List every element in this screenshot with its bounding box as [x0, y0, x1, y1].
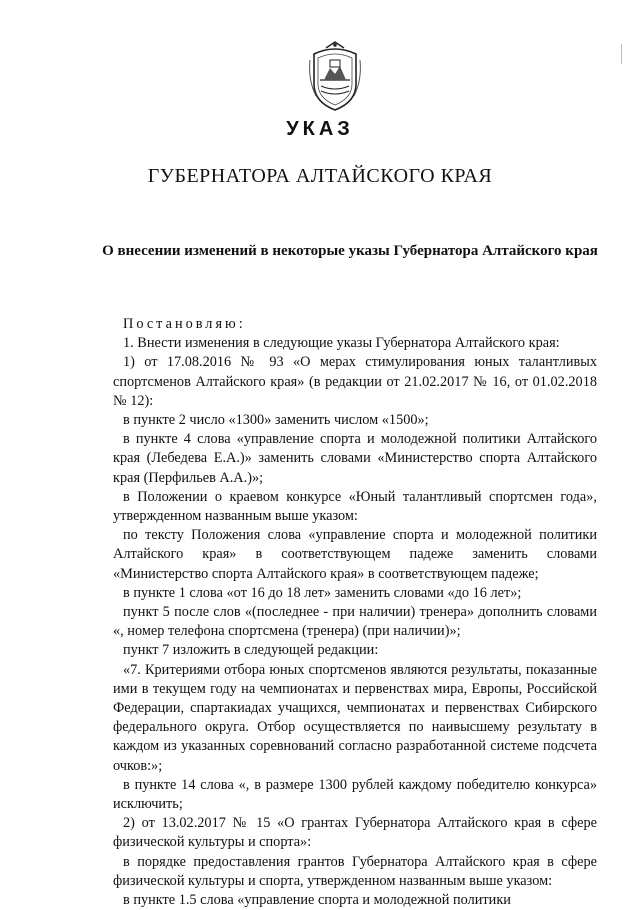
paragraph: в пункте 4 слова «управление спорта и молодежной политики Алтайского края (Лебедева Е.А.)» заменить словами «Министерство спорта Алтайского края (Перфильев А.А.)»;	[113, 431, 597, 486]
paragraph: по тексту Положения слова «управление спорта и молодежной политики Алтайского края» в соответствующем падеже заменить словами «Министерство спорта Алтайского края» в соответствующем падеже;	[113, 527, 597, 582]
coat-of-arms-icon	[306, 40, 364, 112]
document-type: УКАЗ	[286, 118, 354, 140]
paragraph: в Положении о краевом конкурсе «Юный талантливый спортсмен года», утвержденном названным выше указом:	[113, 488, 597, 525]
issuer-title: ГУБЕРНАТОРА АЛТАЙСКОГО КРАЯ	[147, 165, 493, 187]
paragraph: «7. Критериями отбора юных спортсменов являются результаты, показанные ими в текущем году на чемпионатах и первенствах мира, Европы, Российской Федерации, спартакиадах учащихся, чемпионатах и первенствах Сибирского федерального округа. Отбор осуществляется по наивысшему результату в каждом из указанных соревнований согласно разработанной системе подсчета очков:»;	[113, 661, 597, 774]
paragraph: 1) от 17.08.2016 № 93 «О мерах стимулирования юных талантливых спортсменов Алтайского края» (в редакции от 21.02.2017 № 16, от 01.02.2018 № 12):	[113, 354, 597, 409]
paragraph: в пункте 14 слова «, в размере 1300 рублей каждому победителю конкурса» исключить;	[113, 776, 597, 813]
paragraph: в пункте 1.5 слова «управление спорта и молодежной политики	[123, 892, 511, 909]
paragraph: 1. Внести изменения в следующие указы Губернатора Алтайского края:	[123, 335, 560, 352]
decree-body	[113, 315, 597, 910]
scan-mark	[621, 44, 622, 64]
paragraph: пункт 7 изложить в следующей редакции:	[123, 642, 379, 659]
paragraph: Постановляю:	[123, 316, 246, 332]
paragraph: в пункте 1 слова «от 16 до 18 лет» заменить словами «до 16 лет»;	[123, 584, 522, 601]
decree-title: О внесении изменений в некоторые указы Губернатора Алтайского края	[102, 243, 598, 259]
paragraph: в порядке предоставления грантов Губернатора Алтайского края в сфере физической культуры и спорта, утвержденном названным выше указом:	[113, 853, 597, 889]
paragraph: пункт 5 после слов «(последнее - при наличии) тренера» дополнить словами «, номер телефона спортсмена (тренера) (при наличии)»;	[113, 604, 597, 640]
paragraph: 2) от 13.02.2017 № 15 «О грантах Губернатора Алтайского края в сфере физической культуры и спорта»:	[113, 815, 597, 851]
paragraph: в пункте 2 число «1300» заменить числом «1500»;	[123, 412, 429, 429]
